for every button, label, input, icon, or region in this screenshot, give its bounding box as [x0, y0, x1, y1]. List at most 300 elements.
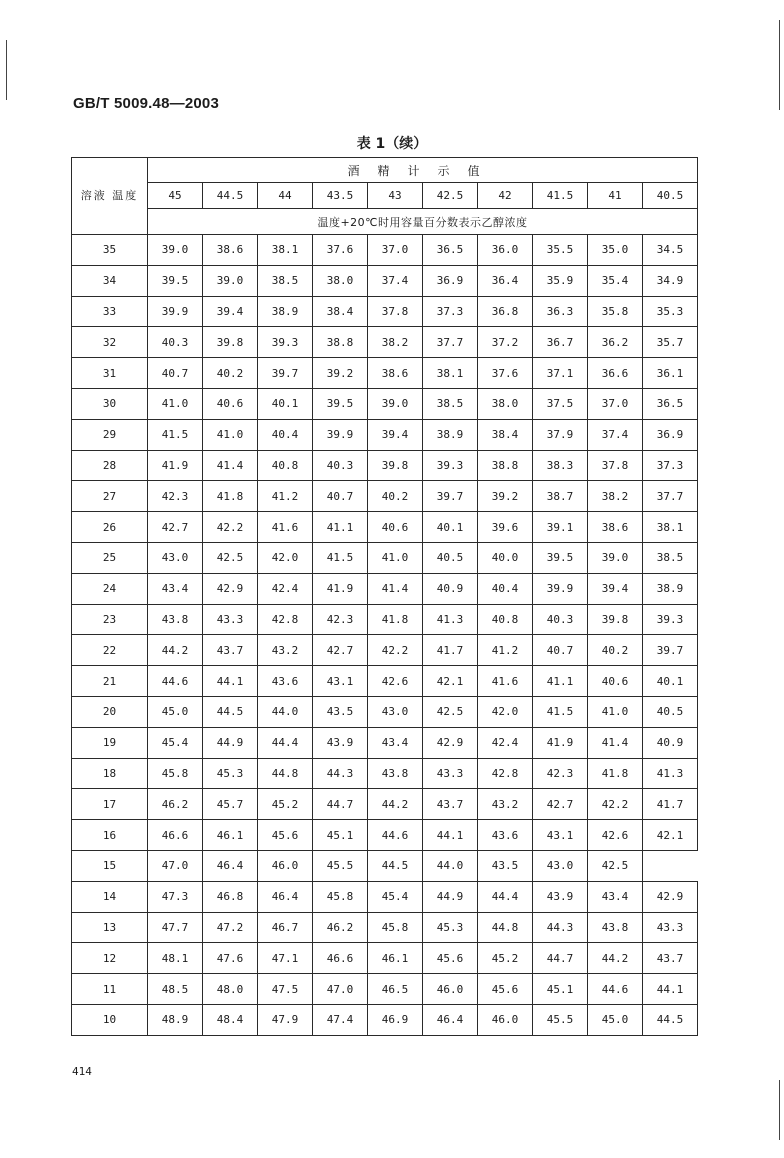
temperature-cell: 34 — [72, 265, 148, 296]
concentration-cell: 44.7 — [313, 789, 368, 820]
concentration-cell: 43.2 — [478, 789, 533, 820]
temperature-cell: 33 — [72, 296, 148, 327]
concentration-cell: 41.9 — [148, 450, 203, 481]
concentration-cell: 45.8 — [148, 758, 203, 789]
concentration-cell: 41.4 — [368, 573, 423, 604]
concentration-cell: 39.9 — [313, 419, 368, 450]
table-row — [72, 481, 698, 512]
concentration-cell: 41.0 — [203, 419, 258, 450]
temperature-cell: 12 — [72, 943, 148, 974]
concentration-cell: 44.1 — [203, 666, 258, 697]
temperature-cell: 15 — [72, 850, 148, 881]
reading-header: 41.5 — [533, 183, 588, 209]
temperature-cell: 31 — [72, 358, 148, 389]
concentration-cell: 36.5 — [643, 388, 698, 419]
table-row — [72, 265, 698, 296]
reading-header: 41 — [588, 183, 643, 209]
concentration-cell: 45.4 — [368, 881, 423, 912]
temperature-cell: 18 — [72, 758, 148, 789]
concentration-cell: 43.0 — [148, 542, 203, 573]
concentration-cell: 38.9 — [258, 296, 313, 327]
concentration-cell: 41.0 — [148, 388, 203, 419]
concentration-cell: 38.1 — [643, 512, 698, 543]
concentration-cell: 38.0 — [478, 388, 533, 419]
concentration-cell: 47.6 — [203, 943, 258, 974]
concentration-cell: 39.7 — [258, 358, 313, 389]
concentration-cell: 42.2 — [368, 635, 423, 666]
concentration-cell: 42.5 — [423, 696, 478, 727]
concentration-cell: 45.3 — [423, 912, 478, 943]
concentration-cell: 37.7 — [643, 481, 698, 512]
concentration-cell: 46.2 — [148, 789, 203, 820]
page-number: 414 — [72, 1065, 92, 1078]
table-row — [72, 635, 698, 666]
concentration-cell: 41.5 — [148, 419, 203, 450]
concentration-cell: 44.2 — [368, 789, 423, 820]
concentration-cell: 41.4 — [203, 450, 258, 481]
concentration-cell: 40.5 — [643, 696, 698, 727]
concentration-cell: 46.4 — [423, 1004, 478, 1035]
concentration-cell: 41.8 — [588, 758, 643, 789]
concentration-cell: 36.4 — [478, 265, 533, 296]
concentration-cell: 36.8 — [478, 296, 533, 327]
temperature-cell: 11 — [72, 974, 148, 1005]
concentration-cell: 45.6 — [423, 943, 478, 974]
reading-header: 42 — [478, 183, 533, 209]
concentration-cell: 43.7 — [423, 789, 478, 820]
concentration-cell: 40.4 — [258, 419, 313, 450]
table-title: 表 1（续） — [356, 136, 428, 152]
concentration-cell: 43.3 — [423, 758, 478, 789]
concentration-cell: 41.9 — [533, 727, 588, 758]
concentration-cell: 36.7 — [533, 327, 588, 358]
concentration-cell: 45.0 — [588, 1004, 643, 1035]
concentration-cell: 42.3 — [313, 604, 368, 635]
temperature-cell: 17 — [72, 789, 148, 820]
concentration-cell: 37.7 — [423, 327, 478, 358]
concentration-cell: 41.3 — [643, 758, 698, 789]
concentration-cell: 43.6 — [258, 666, 313, 697]
concentration-cell: 43.3 — [643, 912, 698, 943]
concentration-cell: 36.6 — [588, 358, 643, 389]
concentration-cell: 38.5 — [423, 388, 478, 419]
concentration-cell: 43.7 — [203, 635, 258, 666]
concentration-cell: 48.9 — [148, 1004, 203, 1035]
temperature-cell: 13 — [72, 912, 148, 943]
concentration-cell: 46.8 — [203, 881, 258, 912]
concentration-cell: 39.0 — [588, 542, 643, 573]
concentration-cell: 39.5 — [313, 388, 368, 419]
concentration-cell: 43.8 — [148, 604, 203, 635]
concentration-cell: 44.4 — [478, 881, 533, 912]
concentration-cell: 47.7 — [148, 912, 203, 943]
concentration-cell: 46.6 — [313, 943, 368, 974]
concentration-cell: 37.1 — [533, 358, 588, 389]
concentration-cell: 36.2 — [588, 327, 643, 358]
concentration-cell: 39.4 — [203, 296, 258, 327]
concentration-cell: 45.6 — [478, 974, 533, 1005]
concentration-cell: 41.4 — [588, 727, 643, 758]
concentration-cell: 36.5 — [423, 235, 478, 266]
table-row — [72, 666, 698, 697]
table-row — [72, 388, 698, 419]
concentration-cell: 46.4 — [203, 850, 258, 881]
concentration-cell: 42.5 — [588, 850, 643, 881]
temperature-cell: 19 — [72, 727, 148, 758]
concentration-cell: 41.7 — [643, 789, 698, 820]
concentration-cell: 46.0 — [258, 850, 313, 881]
concentration-cell: 40.5 — [423, 542, 478, 573]
concentration-cell: 43.1 — [533, 820, 588, 851]
concentration-cell: 40.6 — [203, 388, 258, 419]
temperature-cell: 20 — [72, 696, 148, 727]
concentration-cell: 37.3 — [423, 296, 478, 327]
concentration-cell: 43.9 — [313, 727, 368, 758]
concentration-cell: 44.4 — [258, 727, 313, 758]
concentration-cell: 45.1 — [533, 974, 588, 1005]
concentration-cell: 38.9 — [643, 573, 698, 604]
concentration-cell: 38.6 — [368, 358, 423, 389]
standard-code: GB/T 5009.48—2003 — [73, 95, 219, 112]
concentration-cell: 38.2 — [368, 327, 423, 358]
concentration-cell: 36.0 — [478, 235, 533, 266]
concentration-cell: 46.0 — [478, 1004, 533, 1035]
concentration-cell: 42.9 — [203, 573, 258, 604]
concentration-cell: 42.2 — [588, 789, 643, 820]
concentration-note: 温度+20℃时用容量百分数表示乙醇浓度 — [148, 209, 698, 235]
concentration-cell: 43.3 — [203, 604, 258, 635]
concentration-cell: 43.6 — [478, 820, 533, 851]
concentration-cell: 44.5 — [643, 1004, 698, 1035]
concentration-cell: 41.2 — [258, 481, 313, 512]
concentration-cell: 39.8 — [588, 604, 643, 635]
concentration-cell: 42.7 — [533, 789, 588, 820]
concentration-cell: 37.4 — [368, 265, 423, 296]
concentration-cell: 40.1 — [258, 388, 313, 419]
concentration-cell: 46.4 — [258, 881, 313, 912]
concentration-cell: 39.9 — [148, 296, 203, 327]
concentration-cell: 44.2 — [148, 635, 203, 666]
concentration-cell: 37.6 — [313, 235, 368, 266]
concentration-cell: 38.8 — [313, 327, 368, 358]
concentration-cell: 37.4 — [588, 419, 643, 450]
concentration-cell: 48.0 — [203, 974, 258, 1005]
reading-header: 43.5 — [313, 183, 368, 209]
table-row — [72, 542, 698, 573]
concentration-cell: 41.8 — [203, 481, 258, 512]
concentration-cell: 46.0 — [423, 974, 478, 1005]
table-row — [72, 327, 698, 358]
concentration-cell: 39.3 — [643, 604, 698, 635]
concentration-cell: 44.8 — [258, 758, 313, 789]
temperature-cell: 23 — [72, 604, 148, 635]
concentration-cell: 42.1 — [423, 666, 478, 697]
temperature-cell: 21 — [72, 666, 148, 697]
concentration-cell: 38.6 — [203, 235, 258, 266]
concentration-cell: 35.8 — [588, 296, 643, 327]
reading-header: 40.5 — [643, 183, 698, 209]
concentration-cell: 41.2 — [478, 635, 533, 666]
concentration-cell: 40.2 — [588, 635, 643, 666]
concentration-cell: 47.2 — [203, 912, 258, 943]
concentration-cell: 40.2 — [368, 481, 423, 512]
table-row — [72, 850, 698, 881]
concentration-cell: 39.7 — [423, 481, 478, 512]
right-margin-scan-line — [779, 1080, 780, 1140]
concentration-cell: 42.9 — [643, 881, 698, 912]
concentration-cell: 44.6 — [588, 974, 643, 1005]
concentration-cell: 37.2 — [478, 327, 533, 358]
concentration-cell: 39.2 — [313, 358, 368, 389]
table-row — [72, 296, 698, 327]
concentration-cell: 38.4 — [478, 419, 533, 450]
concentration-cell: 38.7 — [533, 481, 588, 512]
table-row — [72, 881, 698, 912]
concentration-cell: 41.5 — [533, 696, 588, 727]
concentration-cell: 39.7 — [643, 635, 698, 666]
concentration-cell: 45.7 — [203, 789, 258, 820]
table-row — [72, 696, 698, 727]
temperature-cell: 14 — [72, 881, 148, 912]
concentration-cell: 39.3 — [423, 450, 478, 481]
alcohol-conversion-table — [71, 157, 698, 1036]
concentration-cell: 36.3 — [533, 296, 588, 327]
table-body — [72, 235, 698, 1036]
concentration-cell: 35.9 — [533, 265, 588, 296]
concentration-cell: 36.9 — [423, 265, 478, 296]
concentration-cell: 40.1 — [423, 512, 478, 543]
reading-header-row — [72, 183, 698, 209]
concentration-cell: 42.4 — [258, 573, 313, 604]
concentration-cell: 44.9 — [423, 881, 478, 912]
concentration-cell: 36.1 — [643, 358, 698, 389]
concentration-cell: 39.0 — [148, 235, 203, 266]
table-row — [72, 912, 698, 943]
concentration-cell: 43.4 — [148, 573, 203, 604]
concentration-cell: 40.4 — [478, 573, 533, 604]
concentration-cell: 45.5 — [533, 1004, 588, 1035]
concentration-cell: 43.7 — [643, 943, 698, 974]
concentration-cell: 43.8 — [588, 912, 643, 943]
concentration-cell: 41.1 — [313, 512, 368, 543]
concentration-cell: 42.3 — [148, 481, 203, 512]
right-margin-scan-line — [779, 20, 780, 110]
concentration-cell: 46.9 — [368, 1004, 423, 1035]
concentration-cell: 46.6 — [148, 820, 203, 851]
concentration-cell: 47.9 — [258, 1004, 313, 1035]
concentration-cell: 40.9 — [643, 727, 698, 758]
table-row — [72, 1004, 698, 1035]
concentration-cell: 44.0 — [258, 696, 313, 727]
concentration-cell: 39.6 — [478, 512, 533, 543]
temperature-cell: 25 — [72, 542, 148, 573]
reading-header: 43 — [368, 183, 423, 209]
temperature-cell: 10 — [72, 1004, 148, 1035]
concentration-cell: 42.0 — [258, 542, 313, 573]
concentration-cell: 38.1 — [258, 235, 313, 266]
concentration-cell: 42.0 — [478, 696, 533, 727]
concentration-cell: 44.9 — [203, 727, 258, 758]
concentration-cell: 47.0 — [313, 974, 368, 1005]
concentration-cell: 48.5 — [148, 974, 203, 1005]
concentration-cell: 47.0 — [148, 850, 203, 881]
concentration-cell: 44.3 — [533, 912, 588, 943]
corner-label: 溶液 温度 — [72, 158, 148, 235]
concentration-cell: 42.8 — [258, 604, 313, 635]
concentration-cell: 35.3 — [643, 296, 698, 327]
concentration-cell: 34.9 — [643, 265, 698, 296]
concentration-cell: 40.8 — [478, 604, 533, 635]
concentration-cell: 44.5 — [368, 850, 423, 881]
concentration-cell: 42.7 — [313, 635, 368, 666]
concentration-cell: 42.6 — [368, 666, 423, 697]
concentration-cell: 47.5 — [258, 974, 313, 1005]
temperature-cell: 24 — [72, 573, 148, 604]
concentration-cell: 46.1 — [368, 943, 423, 974]
concentration-cell: 37.3 — [643, 450, 698, 481]
concentration-cell: 37.8 — [368, 296, 423, 327]
table-row — [72, 235, 698, 266]
concentration-cell: 42.4 — [478, 727, 533, 758]
temperature-cell: 32 — [72, 327, 148, 358]
table-row — [72, 604, 698, 635]
concentration-cell: 40.0 — [478, 542, 533, 573]
concentration-cell: 45.6 — [258, 820, 313, 851]
concentration-cell: 39.9 — [533, 573, 588, 604]
concentration-cell: 45.2 — [478, 943, 533, 974]
table-row — [72, 789, 698, 820]
concentration-cell: 47.4 — [313, 1004, 368, 1035]
temperature-cell: 22 — [72, 635, 148, 666]
concentration-cell: 44.6 — [148, 666, 203, 697]
concentration-cell: 43.2 — [258, 635, 313, 666]
concentration-cell: 37.0 — [588, 388, 643, 419]
concentration-cell: 46.7 — [258, 912, 313, 943]
concentration-cell: 44.2 — [588, 943, 643, 974]
concentration-cell: 40.9 — [423, 573, 478, 604]
concentration-cell: 37.0 — [368, 235, 423, 266]
concentration-cell: 40.3 — [313, 450, 368, 481]
table-row — [72, 727, 698, 758]
concentration-cell: 36.9 — [643, 419, 698, 450]
concentration-cell: 41.1 — [533, 666, 588, 697]
concentration-cell: 35.0 — [588, 235, 643, 266]
concentration-cell: 41.0 — [368, 542, 423, 573]
concentration-cell: 43.8 — [368, 758, 423, 789]
concentration-cell: 45.4 — [148, 727, 203, 758]
concentration-cell: 39.5 — [148, 265, 203, 296]
concentration-cell: 38.0 — [313, 265, 368, 296]
concentration-cell: 39.5 — [533, 542, 588, 573]
concentration-cell: 38.4 — [313, 296, 368, 327]
concentration-cell: 42.7 — [148, 512, 203, 543]
concentration-cell: 38.5 — [643, 542, 698, 573]
concentration-cell: 43.5 — [313, 696, 368, 727]
temperature-cell: 27 — [72, 481, 148, 512]
concentration-cell: 39.3 — [258, 327, 313, 358]
concentration-cell: 41.7 — [423, 635, 478, 666]
temperature-cell: 16 — [72, 820, 148, 851]
concentration-cell: 35.4 — [588, 265, 643, 296]
concentration-cell: 40.8 — [258, 450, 313, 481]
concentration-cell: 39.1 — [533, 512, 588, 543]
concentration-cell: 45.2 — [258, 789, 313, 820]
concentration-cell: 44.8 — [478, 912, 533, 943]
concentration-cell: 40.7 — [148, 358, 203, 389]
concentration-cell: 47.1 — [258, 943, 313, 974]
concentration-cell: 42.8 — [478, 758, 533, 789]
reading-header: 44.5 — [203, 183, 258, 209]
concentration-cell: 37.9 — [533, 419, 588, 450]
table-row — [72, 974, 698, 1005]
concentration-cell: 41.8 — [368, 604, 423, 635]
concentration-cell: 43.4 — [368, 727, 423, 758]
concentration-cell: 35.7 — [643, 327, 698, 358]
concentration-cell: 44.1 — [423, 820, 478, 851]
reading-header: 44 — [258, 183, 313, 209]
concentration-cell: 40.7 — [313, 481, 368, 512]
temperature-cell: 26 — [72, 512, 148, 543]
concentration-cell: 45.8 — [313, 881, 368, 912]
temperature-cell: 28 — [72, 450, 148, 481]
table-row — [72, 758, 698, 789]
concentration-cell: 44.7 — [533, 943, 588, 974]
concentration-cell: 38.5 — [258, 265, 313, 296]
concentration-cell: 38.9 — [423, 419, 478, 450]
concentration-cell: 42.9 — [423, 727, 478, 758]
concentration-cell: 39.4 — [588, 573, 643, 604]
concentration-cell: 42.6 — [588, 820, 643, 851]
concentration-cell: 44.0 — [423, 850, 478, 881]
concentration-cell: 34.5 — [643, 235, 698, 266]
concentration-cell: 38.6 — [588, 512, 643, 543]
concentration-cell: 45.5 — [313, 850, 368, 881]
concentration-cell: 46.5 — [368, 974, 423, 1005]
concentration-cell: 38.2 — [588, 481, 643, 512]
concentration-cell: 35.5 — [533, 235, 588, 266]
concentration-cell: 37.8 — [588, 450, 643, 481]
table-row — [72, 820, 698, 851]
concentration-cell: 40.3 — [533, 604, 588, 635]
concentration-cell: 46.1 — [203, 820, 258, 851]
concentration-cell: 42.1 — [643, 820, 698, 851]
table-row — [72, 450, 698, 481]
concentration-cell: 43.0 — [368, 696, 423, 727]
temperature-cell: 29 — [72, 419, 148, 450]
reading-header: 42.5 — [423, 183, 478, 209]
concentration-cell: 40.7 — [533, 635, 588, 666]
concentration-cell: 39.4 — [368, 419, 423, 450]
concentration-cell: 41.3 — [423, 604, 478, 635]
concentration-cell: 44.1 — [643, 974, 698, 1005]
concentration-cell: 42.3 — [533, 758, 588, 789]
concentration-cell: 45.0 — [148, 696, 203, 727]
concentration-cell: 40.1 — [643, 666, 698, 697]
temperature-cell: 35 — [72, 235, 148, 266]
concentration-cell: 41.6 — [478, 666, 533, 697]
group-header: 酒精计示值 — [148, 158, 698, 183]
concentration-cell: 39.8 — [203, 327, 258, 358]
concentration-cell: 45.8 — [368, 912, 423, 943]
concentration-cell: 38.8 — [478, 450, 533, 481]
concentration-cell: 39.0 — [203, 265, 258, 296]
concentration-cell: 38.3 — [533, 450, 588, 481]
concentration-cell: 45.3 — [203, 758, 258, 789]
concentration-cell: 44.3 — [313, 758, 368, 789]
concentration-cell: 41.9 — [313, 573, 368, 604]
concentration-cell: 40.6 — [588, 666, 643, 697]
concentration-cell: 38.1 — [423, 358, 478, 389]
